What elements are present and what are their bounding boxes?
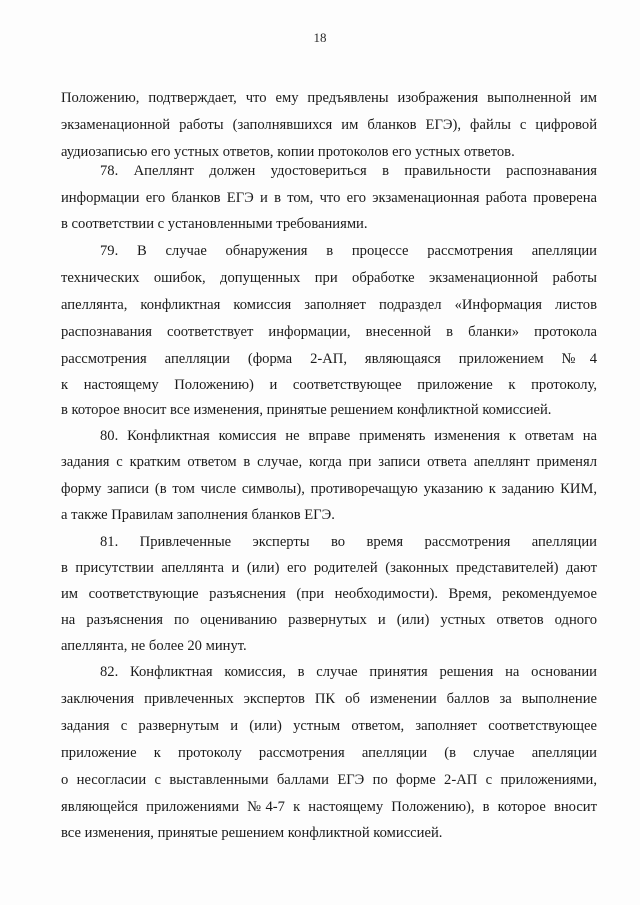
text-line: заключения привлеченных экспертов ПК об изменении баллов за выполнение	[61, 691, 597, 707]
text-line: апеллянта, не более 20 минут.	[61, 638, 247, 654]
paragraph-80-first-line: 80. Конфликтная комиссия не вправе применять изменения к ответам на	[100, 428, 597, 444]
text-line: апеллянта, конфликтная комиссия заполняет подраздел «Информация листов	[61, 297, 597, 313]
text-line: все изменения, принятые решением конфликтной комиссией.	[61, 825, 443, 841]
text-line: Положению, подтверждает, что ему предъявлены изображения выполненной им	[61, 90, 597, 106]
text-line: информации его бланков ЕГЭ и в том, что его экзаменационная работа проверена	[61, 190, 597, 206]
text-line: технических ошибок, допущенных при обработке экзаменационной работы	[61, 270, 597, 286]
text-line: а также Правилам заполнения бланков ЕГЭ.	[61, 507, 335, 523]
text-line: экзаменационной работы (заполнявшихся им бланков ЕГЭ), файлы с цифровой	[61, 117, 597, 133]
text-line: являющейся приложениями №4-7 к настоящему Положению), в которое вносит	[61, 799, 597, 815]
paragraph-79-first-line: 79. В случае обнаружения в процессе рассмотрения апелляции	[100, 243, 597, 259]
text-line: в соответствии с установленными требованиями.	[61, 216, 368, 232]
text-line: к настоящему Положению) и соответствующее приложение к протоколу,	[61, 377, 597, 393]
page-number: 18	[313, 30, 327, 45]
text-line: задания с развернутым и (или) устным ответом, заполняет соответствующее	[61, 718, 597, 734]
text-line: распознавания соответствует информации, внесенной в бланки» протокола	[61, 324, 597, 340]
paragraph-82-first-line: 82. Конфликтная комиссия, в случае принятия решения на основании	[100, 664, 597, 680]
text-line: им соответствующие разъяснения (при необходимости). Время, рекомендуемое	[61, 586, 597, 602]
text-line: форму записи (в том числе символы), противоречащую указанию к заданию КИМ,	[61, 481, 597, 497]
text-line: на разъяснения по оцениванию развернутых и (или) устных ответов одного	[61, 612, 597, 628]
text-line: аудиозаписью его устных ответов, копии протоколов его устных ответов.	[61, 144, 515, 160]
paragraph-81-first-line: 81. Привлеченные эксперты во время рассмотрения апелляции	[100, 534, 597, 550]
text-line: в присутствии апеллянта и (или) его родителей (законных представителей) дают	[61, 560, 597, 576]
text-line: задания с кратким ответом в случае, когда при записи ответа апеллянт применял	[61, 454, 597, 470]
text-line: в которое вносит все изменения, принятые решением конфликтной комиссией.	[61, 402, 552, 418]
text-line: рассмотрения апелляции (форма 2-АП, являющаяся приложением №4	[61, 351, 597, 367]
text-line: о несогласии с выставленными баллами ЕГЭ по форме 2-АП с приложениями,	[61, 772, 597, 788]
text-line: приложение к протоколу рассмотрения апелляции (в случае апелляции	[61, 745, 597, 761]
paragraph-78-first-line: 78. Апеллянт должен удостовериться в правильности распознавания	[100, 163, 597, 179]
